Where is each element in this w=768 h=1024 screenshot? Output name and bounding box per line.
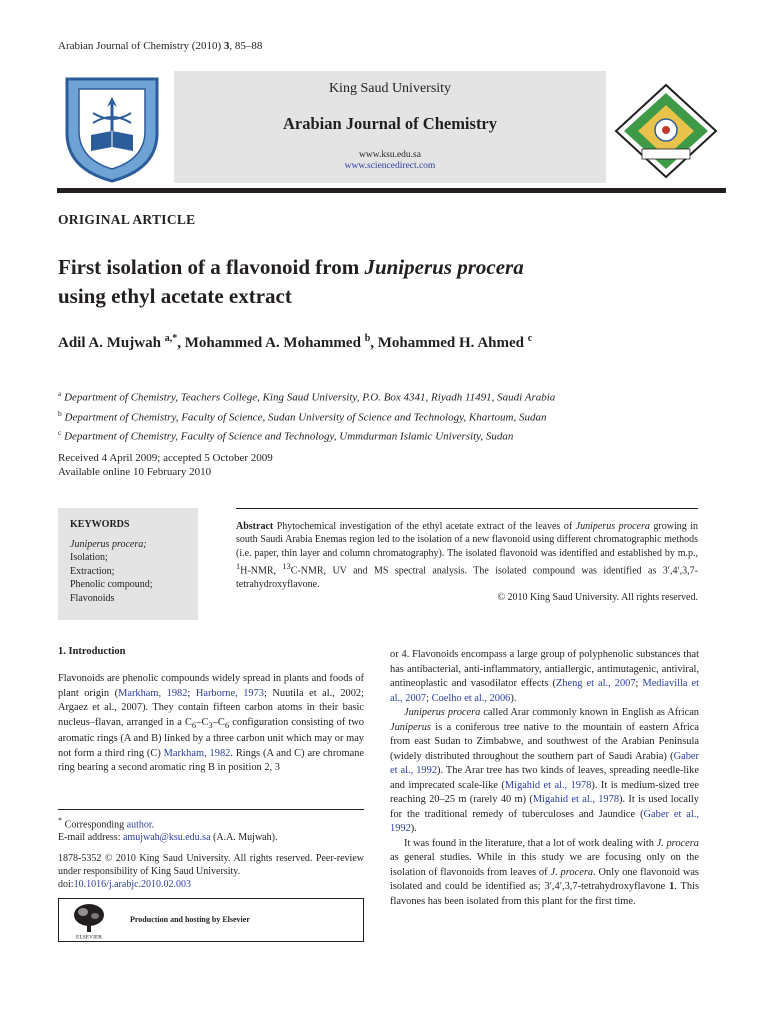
abstract-copyright: © 2010 King Saud University. All rights reserved. [497, 592, 698, 604]
keywords-title: KEYWORDS [70, 519, 130, 530]
elsevier-tree-icon [68, 902, 110, 940]
intro-column-right [390, 648, 699, 909]
email-link[interactable]: amujwah@ksu.edu.sa [122, 832, 211, 844]
footnote-rule [58, 809, 364, 810]
citation-link[interactable]: Gaber et al., 1992 [390, 808, 699, 834]
url-ksu[interactable]: www.ksu.edu.sa [359, 150, 421, 160]
affiliation-b: $^b$ Department of Chemistry, Faculty of Science, Sudan University of Science and Technology, Khartoum, Sudan [58, 408, 547, 424]
university-name: King Saud University [328, 81, 452, 96]
elsevier-box [58, 898, 364, 942]
affiliation-c: $^c$ Department of Chemistry, Faculty of Science and Technology, Ummdurman Islamic University, Sudan [58, 428, 514, 443]
keywords-box [58, 508, 198, 620]
citation-link[interactable]: Zheng et al., 2007 [555, 678, 636, 689]
citation-link[interactable]: Harborne, 1973 [195, 687, 264, 699]
journal-banner [174, 71, 606, 183]
ksu-logo-icon [59, 73, 165, 185]
intro-column-left [58, 672, 364, 776]
abstract-rule [236, 508, 698, 509]
citation-link[interactable]: Markham, 1982 [163, 747, 231, 759]
keyword: Phenolic compound; [70, 579, 153, 591]
article-type: ORIGINAL ARTICLE [58, 212, 196, 227]
citation-link[interactable]: Migahid et al., 1978 [532, 794, 620, 805]
keyword: Juniperus procera; [70, 539, 147, 550]
keyword: Flavonoids [70, 592, 115, 604]
article-title: First isolation of a flavonoid from Juniperus procera using ethyl acetate extract [58, 255, 524, 308]
journal-title: Arabian Journal of Chemistry [282, 114, 498, 133]
citation-link[interactable]: Migahid et al., 1978 [504, 779, 592, 791]
url-sciencedirect[interactable]: www.sciencedirect.com [344, 161, 436, 171]
issn-copyright: 1878-5352 © 2010 King Saud University. All rights reserved. Peer-review under responsibility of King Saud University. doi:10.1016/j.arabjc.2010.02.003 [58, 853, 364, 890]
chemical-society-logo-icon [612, 83, 720, 179]
corresponding-author-footnote: * Corresponding author. E-mail address: amujwah@ksu.edu.sa (A.A. Mujwah). [58, 816, 278, 844]
header-rule [57, 188, 726, 193]
intro-paragraph-2: or 4. Flavonoids encompass a large group of polyphenolic substances that has antibacterial, anti-inflammatory, antiallergic, antimutagenic, antiviral, antineoplastic and vasodilator effects (Zheng et al., 2007; Mediavilla et al., 2007; Coelho et al., 2006). [390, 649, 699, 704]
keywords-list [70, 538, 153, 605]
intro-paragraph-1: Flavonoids are phenolic compounds widely spread in plants and foods of plant origin (Markham, 1982; Harborne, 1973; Nuutila et al., 2002; Argaez et al., 2007). They contain fifteen carbon atoms in their basic nucleus–flavan, arranged in a $C_6-C_3-C_6$ configuration consisting of two aromatic rings (A and B) linked by a three carbon unit which may or may not form a third ring (C) Markham, 1982. Rings (A and C) are chromane ring bearing a second aromatic ring B in position 2, 3 [58, 673, 364, 774]
citation-link[interactable]: Gaber et al., 1992 [390, 750, 699, 776]
author-list: Adil A. Mujwah $^{a,*}$, Mohammed A. Mohammed $^b$, Mohammed H. Ahmed $^c$ [58, 333, 533, 351]
article-dates: Received 4 April 2009; accepted 5 October 2009 Available online 10 February 2010 [58, 452, 273, 478]
author-link[interactable]: author [126, 819, 152, 831]
citation-link[interactable]: Markham, 1982 [118, 687, 188, 699]
affiliation-a: $^a$ Department of Chemistry, Teachers College, King Saud University, P.O. Box 4341, Riyadh 11491, Saudi Arabia [58, 389, 556, 404]
citation-link[interactable]: Coelho et al., 2006 [431, 692, 511, 704]
affiliations [58, 386, 718, 445]
intro-paragraph-4: It was found in the literature, that a lot of work dealing with J. procera as general studies. While in this study we are focusing only on the isolation of flavonoids from leaves of J. procera. Only one flavonoid was isolated and could be identified as; 3′,4′,3,7-tetrahydroxyflavone 1. This flavones has been isolated from this plant for the first time. [390, 837, 699, 907]
citation-link[interactable]: Mediavilla et al., 2007 [390, 678, 699, 704]
elsevier-hosting-text: Production and hosting by Elsevier [130, 915, 250, 924]
keyword: Isolation; [70, 552, 108, 564]
section-heading: 1. Introduction [58, 646, 126, 657]
doi-link[interactable]: 10.1016/j.arabjc.2010.02.003 [73, 879, 192, 890]
abstract: Abstract Phytochemical investigation of the ethyl acetate extract of the leaves of Juniperus procera growing in south Saudi Arabia Enemas region led to the isolation of a new flavonoid using different chromatographic methods (i.e. paper, thin layer and column chromatography). The isolated flavonoid was identified and established by m.p., $^1$H-NMR, $^{13}$C-NMR, UV and MS spectral analysis. The isolated compound was identified as 3′,4′,3,7-tetrahydroxyflavone. © 2010 King Saud University. All rights reserved. [236, 521, 698, 604]
elsevier-logo-text: ELSEVIER [76, 934, 102, 940]
journal-citation: Arabian Journal of Chemistry (2010) 3, 85–88 [58, 40, 263, 52]
masthead [57, 69, 726, 187]
intro-paragraph-3: Juniperus procera called Arar commonly known in English as African Juniperus is a coniferous tree native to the mountain of eastern Africa from east Sudan to Zimbabwe, and southwest of the Arabian Peninsula (widely distributed throughout the southern part of Saudi Arabia) (Gaber et al., 1992). The Arar tree has two kinds of leaves, spreading needle-like and imprecated scale-like (Migahid et al., 1978). It is medium-sized tree reaching 20–25 m (rarely 40 m) (Migahid et al., 1978). It is used locally for the traditional remedy of tuberculoses and Jaundice (Gaber et al., 1992). [390, 707, 700, 834]
keyword: Extraction; [70, 565, 115, 577]
